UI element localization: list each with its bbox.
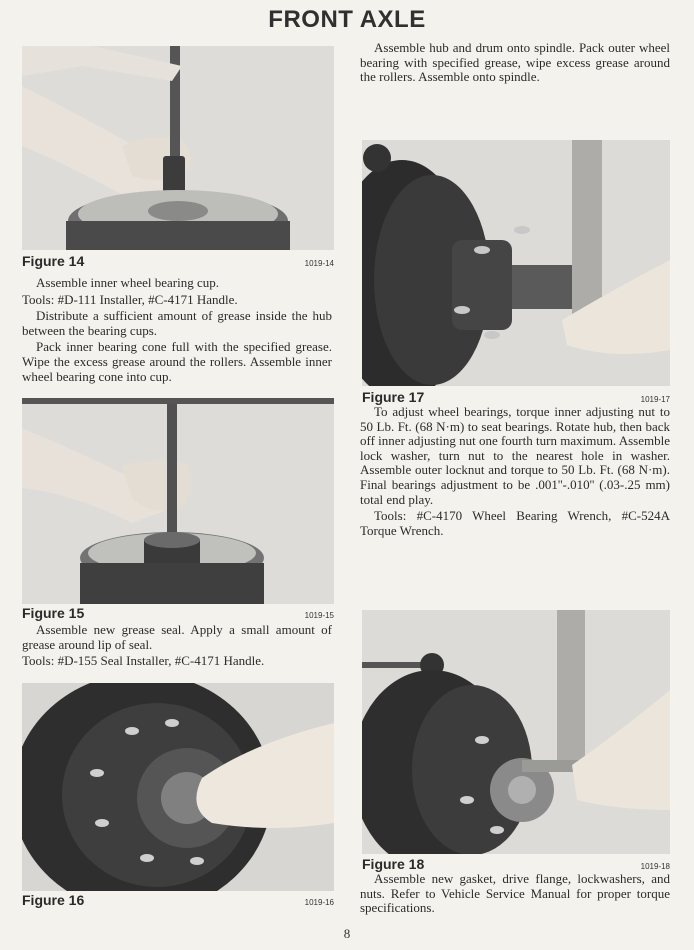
figure-18-caption bbox=[362, 856, 670, 872]
paragraph: Assemble new grease seal. Apply a small amount of grease around lip of seal. bbox=[22, 622, 332, 652]
figure-17-label: Figure 17 bbox=[362, 389, 425, 405]
figure-16-label: Figure 16 bbox=[22, 892, 85, 908]
paragraph: Pack inner bearing cone full with the specified grease. Wipe the excess grease around the rollers. Assemble inner wheel bearing cone into cup. bbox=[22, 339, 332, 384]
figure-15-code: 1019-15 bbox=[304, 611, 334, 620]
paragraph: Distribute a sufficient amount of grease inside the hub between the bearing cups. bbox=[22, 308, 332, 338]
paragraph: Assemble new gasket, drive flange, lockwashers, and nuts. Refer to Vehicle Service Manual for proper torque specifications. bbox=[360, 871, 670, 916]
intro-text bbox=[360, 41, 670, 87]
figure-14-photo bbox=[22, 46, 334, 250]
paragraph: Assemble hub and drum onto spindle. Pack outer wheel bearing with specified grease, wipe excess grease around the rollers. Assemble onto spindle. bbox=[360, 40, 670, 85]
page-title: FRONT AXLE bbox=[268, 6, 426, 33]
figure-15-photo bbox=[22, 398, 334, 604]
paragraph: Tools: #D-155 Seal Installer, #C-4171 Handle. bbox=[22, 653, 265, 669]
figure-16-caption bbox=[22, 892, 334, 908]
figure-17-photo bbox=[362, 140, 670, 386]
paragraph: Tools: #D-111 Installer, #C-4171 Handle. bbox=[22, 291, 238, 307]
figure-15-caption bbox=[22, 605, 334, 621]
figure-14-caption bbox=[22, 253, 334, 269]
figure-16-photo bbox=[22, 683, 334, 891]
figure-18-label: Figure 18 bbox=[362, 856, 425, 872]
page-number: 8 bbox=[343, 926, 351, 941]
figure-18-code: 1019-18 bbox=[640, 862, 670, 871]
figure-18-photo bbox=[362, 610, 670, 854]
figure-15-text bbox=[22, 623, 332, 671]
figure-17-code: 1019-17 bbox=[640, 395, 670, 404]
figure-15-label: Figure 15 bbox=[22, 605, 85, 621]
figure-17-text bbox=[360, 405, 670, 540]
paragraph: Assemble inner wheel bearing cup. bbox=[36, 275, 220, 290]
paragraph: Tools: #C-4170 Wheel Bearing Wrench, #C-524A Torque Wrench. bbox=[360, 508, 670, 538]
figure-14-code: 1019-14 bbox=[304, 259, 334, 268]
figure-14-text bbox=[22, 276, 332, 386]
figure-17-caption bbox=[362, 389, 670, 405]
figure-14-label: Figure 14 bbox=[22, 253, 85, 269]
paragraph: To adjust wheel bearings, torque inner adjusting nut to 50 Lb. Ft. (68 N·m) to seat bearings. Rotate hub, then back off inner adjusting nut one fourth turn maximum. Assemble lock washer, turn nut to the nearest hole in washer. Assemble outer locknut and torque to 50 Lb. Ft. (68 N·m). Final bearings adjustment to be .001''-.010'' (.03-.25 mm) total end play. bbox=[360, 404, 670, 507]
figure-16-code: 1019-16 bbox=[304, 898, 334, 907]
figure-18-text bbox=[360, 872, 670, 918]
